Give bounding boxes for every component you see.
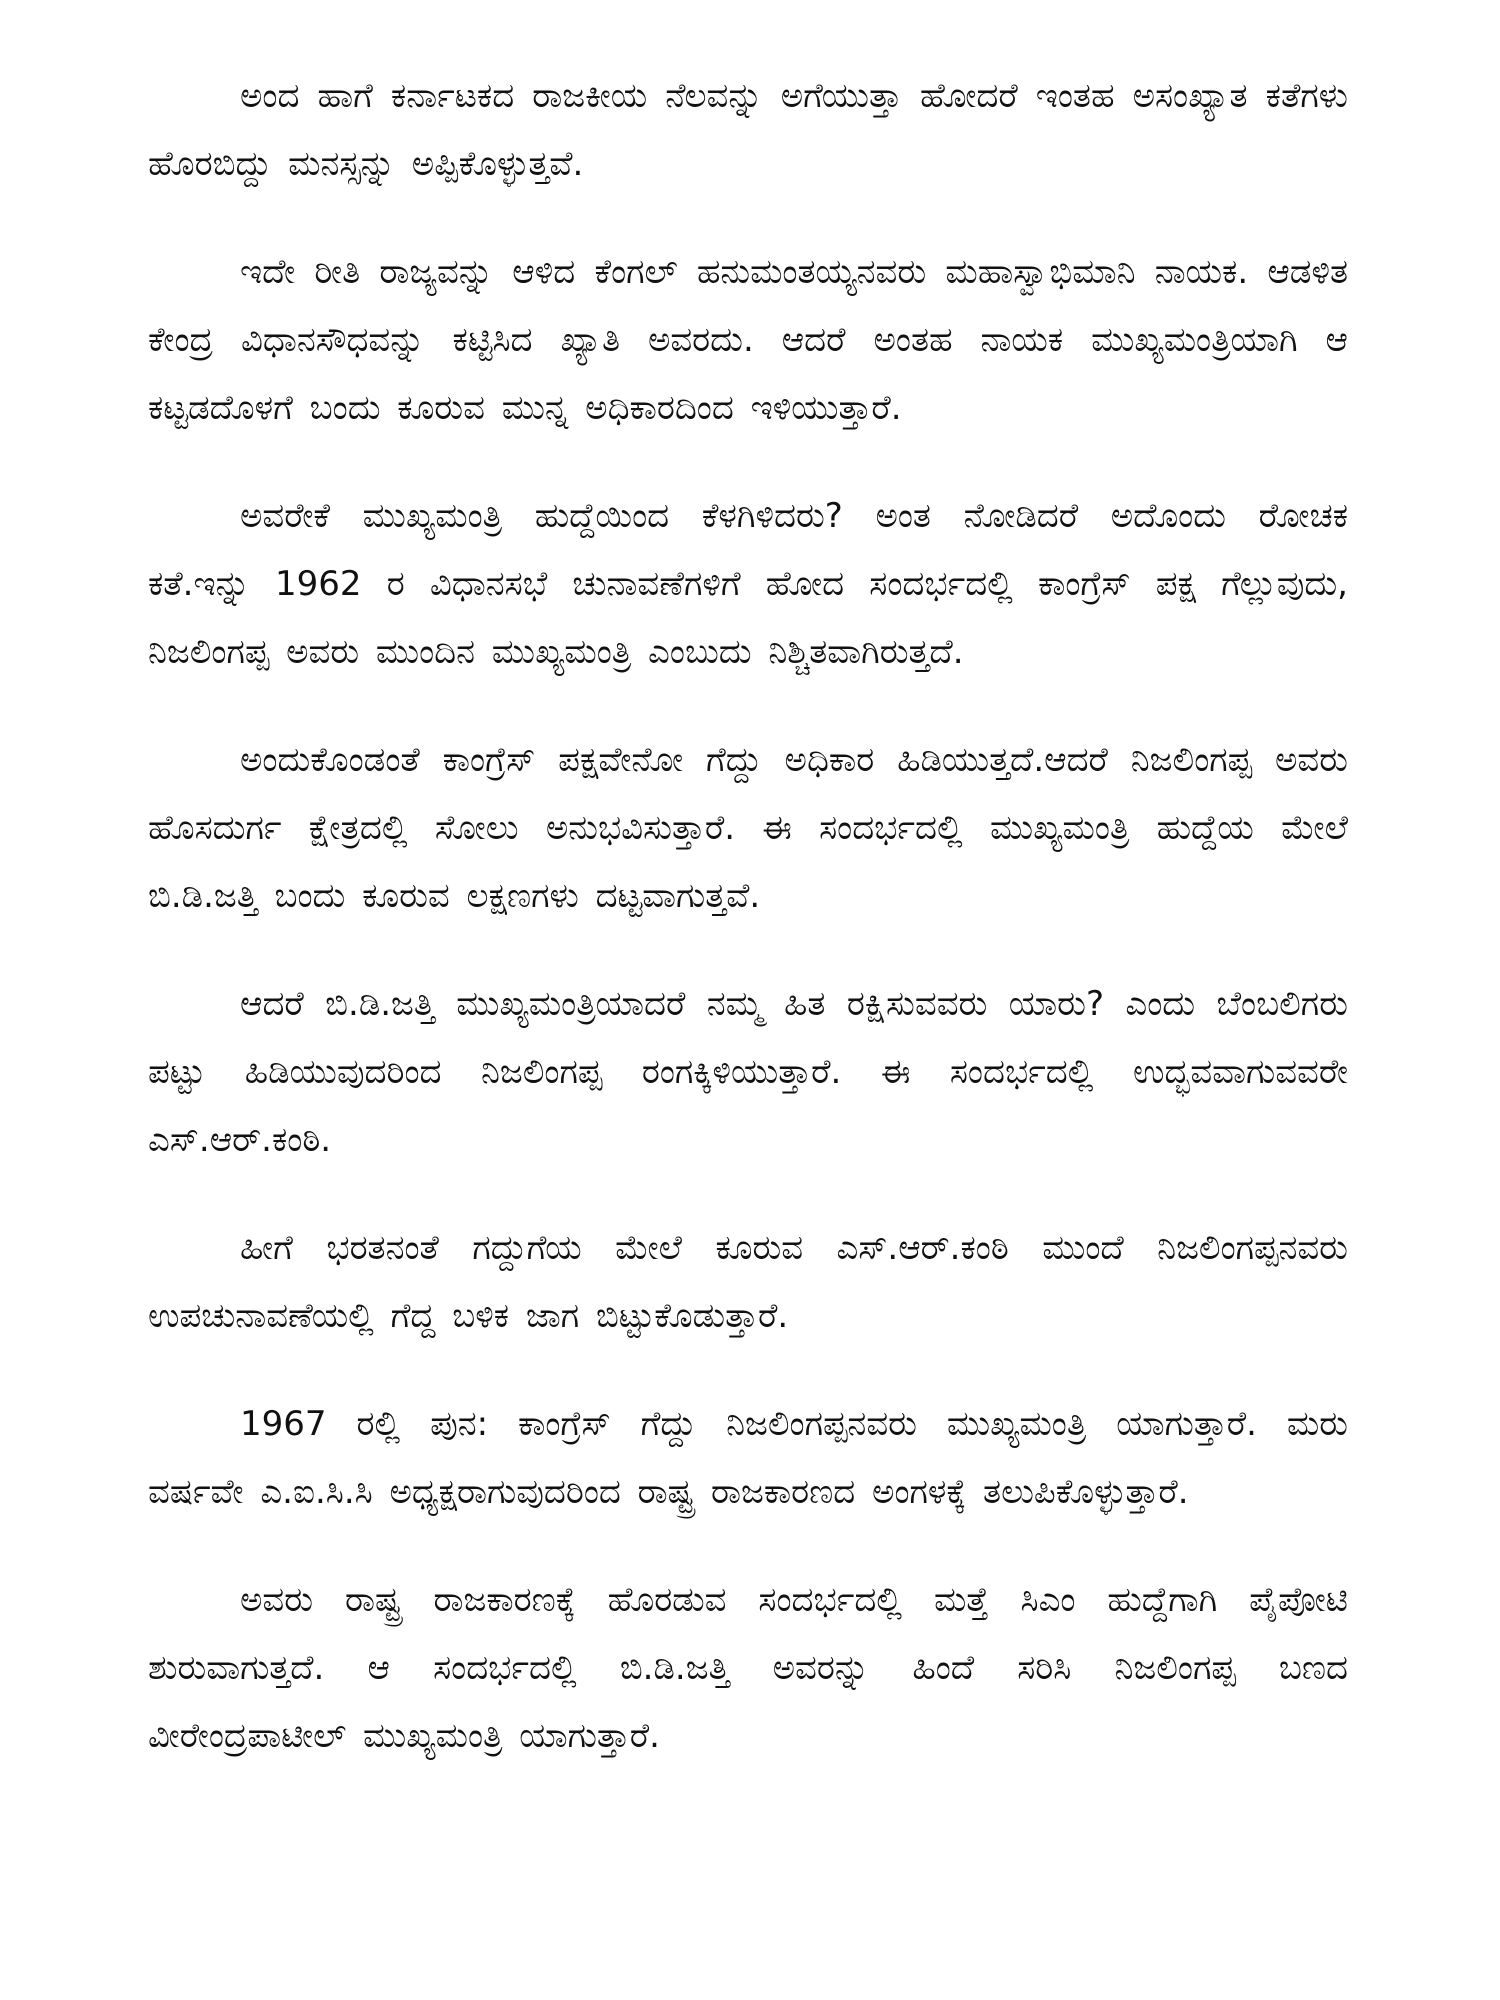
- paragraph-6: ಹೀಗೆ ಭರತನಂತೆ ಗದ್ದುಗೆಯ ಮೇಲೆ ಕೂರುವ ಎಸ್.ಆರ್.ಕಂಠಿ ಮುಂದೆ ನಿಜಲಿಂಗಪ್ಪನವರು ಉಪಚುನಾವಣೆಯಲ್ಲಿ ಗೆದ್ದ ಬಳಿಕ ಜಾಗ ಬಿಟ್ಟುಕೊಡುತ್ತಾರೆ.: [148, 1228, 1348, 1336]
- document-page: [148, 62, 1348, 1942]
- paragraph-8: ಅವರು ರಾಷ್ಟ್ರ ರಾಜಕಾರಣಕ್ಕೆ ಹೊರಡುವ ಸಂದರ್ಭದಲ್ಲಿ ಮತ್ತೆ ಸಿಎಂ ಹುದ್ದೆಗಾಗಿ ಪೈಪೋಟಿ ಶುರುವಾಗುತ್ತದೆ. ಆ ಸಂದರ್ಭದಲ್ಲಿ ಬಿ.ಡಿ.ಜತ್ತಿ ಅವರನ್ನು ಹಿಂದೆ ಸರಿಸಿ ನಿಜಲಿಂಗಪ್ಪ ಬಣದ ವೀರೇಂದ್ರಪಾಟೀಲ್ ಮುಖ್ಯಮಂತ್ರಿ ಯಾಗುತ್ತಾರೆ.: [148, 1580, 1348, 1756]
- paragraph-1: ಅಂದ ಹಾಗೆ ಕರ್ನಾಟಕದ ರಾಜಕೀಯ ನೆಲವನ್ನು ಅಗೆಯುತ್ತಾ ಹೋದರೆ ಇಂತಹ ಅಸಂಖ್ಯಾತ ಕತೆಗಳು ಹೊರಬಿದ್ದು ಮನಸ್ಸನ್ನು ಅಪ್ಪಿಕೊಳ್ಳುತ್ತವೆ.: [148, 76, 1348, 184]
- paragraph-3: ಅವರೇಕೆ ಮುಖ್ಯಮಂತ್ರಿ ಹುದ್ದೆಯಿಂದ ಕೆಳಗಿಳಿದರು? ಅಂತ ನೋಡಿದರೆ ಅದೊಂದು ರೋಚಕ ಕತೆ.ಇನ್ನು 1962 ರ ವಿಧಾನಸಭೆ ಚುನಾವಣೆಗಳಿಗೆ ಹೋದ ಸಂದರ್ಭದಲ್ಲಿ ಕಾಂಗ್ರೆಸ್ ಪಕ್ಷ ಗೆಲ್ಲುವುದು, ನಿಜಲಿಂಗಪ್ಪ ಅವರು ಮುಂದಿನ ಮುಖ್ಯಮಂತ್ರಿ ಎಂಬುದು ನಿಶ್ಚಿತವಾಗಿರುತ್ತದೆ.: [148, 496, 1348, 672]
- paragraph-4: ಅಂದುಕೊಂಡಂತೆ ಕಾಂಗ್ರೆಸ್ ಪಕ್ಷವೇನೋ ಗೆದ್ದು ಅಧಿಕಾರ ಹಿಡಿಯುತ್ತದೆ.ಆದರೆ ನಿಜಲಿಂಗಪ್ಪ ಅವರು ಹೊಸದುರ್ಗ ಕ್ಷೇತ್ರದಲ್ಲಿ ಸೋಲು ಅನುಭವಿಸುತ್ತಾರೆ. ಈ ಸಂದರ್ಭದಲ್ಲಿ ಮುಖ್ಯಮಂತ್ರಿ ಹುದ್ದೆಯ ಮೇಲೆ ಬಿ.ಡಿ.ಜತ್ತಿ ಬಂದು ಕೂರುವ ಲಕ್ಷಣಗಳು ದಟ್ಟವಾಗುತ್ತವೆ.: [148, 740, 1348, 916]
- paragraph-7: 1967 ರಲ್ಲಿ ಪುನ: ಕಾಂಗ್ರೆಸ್ ಗೆದ್ದು ನಿಜಲಿಂಗಪ್ಪನವರು ಮುಖ್ಯಮಂತ್ರಿ ಯಾಗುತ್ತಾರೆ. ಮರು ವರ್ಷವೇ ಎ.ಐ.ಸಿ.ಸಿ ಅಧ್ಯಕ್ಷರಾಗುವುದರಿಂದ ರಾಷ್ಟ್ರ ರಾಜಕಾರಣದ ಅಂಗಳಕ್ಕೆ ತಲುಪಿಕೊಳ್ಳುತ್ತಾರೆ.: [148, 1404, 1348, 1512]
- paragraph-2: ಇದೇ ರೀತಿ ರಾಜ್ಯವನ್ನು ಆಳಿದ ಕೆಂಗಲ್ ಹನುಮಂತಯ್ಯನವರು ಮಹಾಸ್ವಾಭಿಮಾನಿ ನಾಯಕ. ಆಡಳಿತ ಕೇಂದ್ರ ವಿಧಾನಸೌಧವನ್ನು ಕಟ್ಟಿಸಿದ ಖ್ಯಾತಿ ಅವರದು. ಆದರೆ ಅಂತಹ ನಾಯಕ ಮುಖ್ಯಮಂತ್ರಿಯಾಗಿ ಆ ಕಟ್ಟಡದೊಳಗೆ ಬಂದು ಕೂರುವ ಮುನ್ನ ಅಧಿಕಾರದಿಂದ ಇಳಿಯುತ್ತಾರೆ.: [148, 252, 1348, 428]
- paragraph-5: ಆದರೆ ಬಿ.ಡಿ.ಜತ್ತಿ ಮುಖ್ಯಮಂತ್ರಿಯಾದರೆ ನಮ್ಮ ಹಿತ ರಕ್ಷಿಸುವವರು ಯಾರು? ಎಂದು ಬೆಂಬಲಿಗರು ಪಟ್ಟು ಹಿಡಿಯುವುದರಿಂದ ನಿಜಲಿಂಗಪ್ಪ ರಂಗಕ್ಕಿಳಿಯುತ್ತಾರೆ. ಈ ಸಂದರ್ಭದಲ್ಲಿ ಉದ್ಭವವಾಗುವವರೇ ಎಸ್.ಆರ್.ಕಂಠಿ.: [148, 984, 1348, 1160]
